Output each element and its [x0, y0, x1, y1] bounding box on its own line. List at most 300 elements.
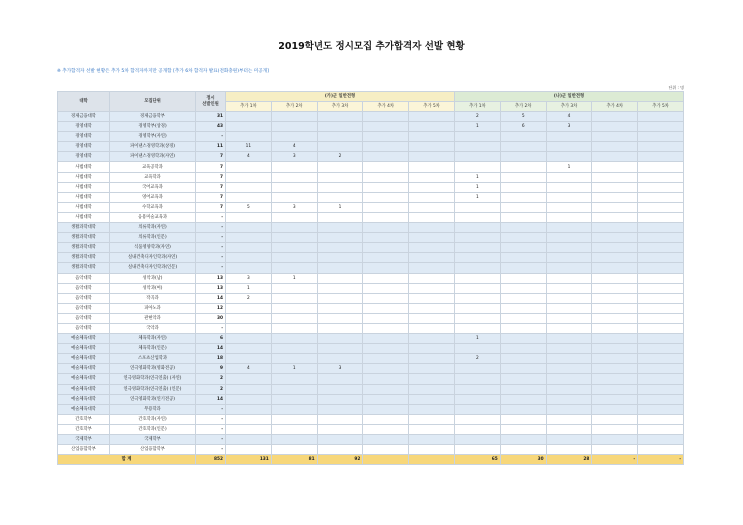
cell-na-round-3: [546, 223, 592, 233]
cell-na-round-4: [592, 344, 638, 354]
cell-ga-round-4: [363, 364, 409, 374]
cell-ga-round-2: [271, 182, 317, 192]
cell-ga-round-1: [226, 253, 272, 263]
cell-ga-round-3: [317, 445, 363, 455]
cell-na-round-1: [454, 162, 500, 172]
cell-ga-round-1: [226, 404, 272, 414]
cell-na-round-1: 1: [454, 192, 500, 202]
sum-ga-round-5: [409, 455, 455, 465]
cell-ga-round-1: [226, 344, 272, 354]
cell-na-round-3: [546, 354, 592, 364]
cell-na-round-5: [638, 223, 684, 233]
table-row: [58, 435, 684, 445]
cell-dept: 교육공학과: [110, 162, 196, 172]
cell-univ: 산업융합학부: [58, 445, 110, 455]
cell-na-round-2: [500, 253, 546, 263]
cell-na-round-5: [638, 374, 684, 384]
table-row: [58, 354, 684, 364]
cell-ga-round-1: 11: [226, 142, 272, 152]
cell-ga-round-4: [363, 384, 409, 394]
cell-ga-round-5: [409, 374, 455, 384]
cell-na-round-3: [546, 212, 592, 222]
cell-na-round-5: [638, 243, 684, 253]
cell-ga-round-5: [409, 303, 455, 313]
cell-na-round-1: [454, 223, 500, 233]
cell-ga-round-3: [317, 293, 363, 303]
cell-univ: 예술체육대학: [58, 354, 110, 364]
cell-univ: 간호학부: [58, 424, 110, 434]
cell-ga-round-5: [409, 334, 455, 344]
cell-ga-round-1: 3: [226, 273, 272, 283]
cell-na-round-3: [546, 293, 592, 303]
table-row: [58, 243, 684, 253]
cell-na-round-4: [592, 414, 638, 424]
header-na-round-1: 추가 1차: [454, 102, 500, 112]
cell-dept: 실내건축디자인학과(인문): [110, 263, 196, 273]
cell-ga-round-5: [409, 142, 455, 152]
cell-dept: 의류학과(자연): [110, 223, 196, 233]
cell-na-round-5: [638, 212, 684, 222]
cell-ga-round-2: [271, 354, 317, 364]
cell-total: -: [196, 233, 226, 243]
cell-ga-round-1: [226, 313, 272, 323]
cell-ga-round-3: [317, 424, 363, 434]
cell-na-round-4: [592, 435, 638, 445]
cell-univ: 간호학부: [58, 414, 110, 424]
cell-na-round-2: [500, 212, 546, 222]
cell-ga-round-2: [271, 283, 317, 293]
cell-na-round-3: [546, 445, 592, 455]
cell-univ: 생활과학대학: [58, 263, 110, 273]
cell-na-round-3: [546, 323, 592, 333]
cell-na-round-5: [638, 132, 684, 142]
cell-na-round-2: [500, 192, 546, 202]
cell-ga-round-1: 2: [226, 293, 272, 303]
cell-na-round-3: [546, 253, 592, 263]
cell-ga-round-1: [226, 233, 272, 243]
cell-ga-round-3: [317, 354, 363, 364]
cell-na-round-1: [454, 394, 500, 404]
cell-ga-round-1: [226, 243, 272, 253]
cell-na-round-4: [592, 202, 638, 212]
cell-na-round-3: 4: [546, 112, 592, 122]
cell-ga-round-4: [363, 192, 409, 202]
cell-total: 12: [196, 303, 226, 313]
cell-ga-round-3: 1: [317, 202, 363, 212]
cell-na-round-4: [592, 112, 638, 122]
cell-na-round-1: [454, 233, 500, 243]
cell-na-round-1: [454, 364, 500, 374]
table-row: [58, 172, 684, 182]
cell-dept: 수학교육과: [110, 202, 196, 212]
table-row: [58, 132, 684, 142]
sum-na-round-4: -: [592, 455, 638, 465]
header-ga-round-5: 추가 5차: [409, 102, 455, 112]
cell-ga-round-4: [363, 112, 409, 122]
table-row: [58, 263, 684, 273]
cell-ga-round-2: [271, 445, 317, 455]
cell-na-round-2: [500, 354, 546, 364]
table-row: [58, 192, 684, 202]
cell-na-round-1: [454, 404, 500, 414]
cell-ga-round-1: [226, 354, 272, 364]
cell-dept: 간호학과(자연): [110, 414, 196, 424]
cell-univ: 음악대학: [58, 323, 110, 333]
disclosure-note: ※ 추가합격자 선발 현황은 추가 5차 합격자까지만 공개함 [추가 6차 합격자 발표(전화충원)부터는 미공개]: [57, 69, 269, 74]
cell-na-round-1: 1: [454, 334, 500, 344]
cell-na-round-4: [592, 132, 638, 142]
table-row: [58, 323, 684, 333]
cell-total: 2: [196, 384, 226, 394]
cell-ga-round-5: [409, 293, 455, 303]
cell-na-round-1: 1: [454, 182, 500, 192]
cell-ga-round-2: 1: [271, 364, 317, 374]
cell-na-round-5: [638, 303, 684, 313]
table-row: [58, 394, 684, 404]
cell-na-round-1: [454, 445, 500, 455]
cell-ga-round-4: [363, 404, 409, 414]
cell-na-round-5: [638, 233, 684, 243]
sum-ga-round-3: 92: [317, 455, 363, 465]
cell-ga-round-5: [409, 152, 455, 162]
cell-ga-round-3: [317, 132, 363, 142]
cell-ga-round-5: [409, 273, 455, 283]
cell-na-round-2: [500, 303, 546, 313]
sum-na-round-5: -: [638, 455, 684, 465]
cell-na-round-4: [592, 212, 638, 222]
cell-ga-round-3: [317, 273, 363, 283]
cell-na-round-5: [638, 354, 684, 364]
cell-ga-round-5: [409, 162, 455, 172]
cell-na-round-2: [500, 182, 546, 192]
cell-univ: 예술체육대학: [58, 374, 110, 384]
table-row: [58, 202, 684, 212]
cell-na-round-3: [546, 202, 592, 212]
cell-ga-round-2: [271, 374, 317, 384]
cell-dept: 식품영양학과(자연): [110, 243, 196, 253]
cell-na-round-2: [500, 243, 546, 253]
cell-ga-round-2: [271, 323, 317, 333]
cell-ga-round-4: [363, 374, 409, 384]
sum-na-round-1: 65: [454, 455, 500, 465]
cell-na-round-5: [638, 323, 684, 333]
cell-ga-round-4: [363, 334, 409, 344]
cell-na-round-1: [454, 263, 500, 273]
cell-univ: 사범대학: [58, 202, 110, 212]
cell-dept: 산업융합학부: [110, 445, 196, 455]
cell-na-round-5: [638, 414, 684, 424]
cell-ga-round-5: [409, 132, 455, 142]
cell-dept: 스포츠산업학과: [110, 354, 196, 364]
cell-na-round-4: [592, 243, 638, 253]
cell-univ: 예술체육대학: [58, 334, 110, 344]
cell-ga-round-3: [317, 233, 363, 243]
cell-na-round-5: [638, 344, 684, 354]
cell-univ: 사범대학: [58, 162, 110, 172]
cell-ga-round-1: [226, 303, 272, 313]
cell-na-round-1: 1: [454, 172, 500, 182]
cell-ga-round-2: [271, 253, 317, 263]
cell-na-round-4: [592, 394, 638, 404]
header-na-round-5: 추가 5차: [638, 102, 684, 112]
header-na-round-3: 추가 3차: [546, 102, 592, 112]
cell-na-round-2: [500, 394, 546, 404]
cell-dept: 경영학부(자연): [110, 132, 196, 142]
cell-univ: 음악대학: [58, 273, 110, 283]
cell-na-round-2: [500, 142, 546, 152]
cell-ga-round-2: [271, 414, 317, 424]
sum-ga-round-4: [363, 455, 409, 465]
cell-na-round-1: [454, 435, 500, 445]
cell-ga-round-1: [226, 263, 272, 273]
cell-na-round-1: [454, 293, 500, 303]
cell-ga-round-5: [409, 223, 455, 233]
cell-na-round-2: [500, 334, 546, 344]
cell-ga-round-3: [317, 374, 363, 384]
header-ga-round-4: 추가 4차: [363, 102, 409, 112]
cell-ga-round-1: [226, 384, 272, 394]
cell-na-round-1: [454, 414, 500, 424]
cell-na-round-5: [638, 283, 684, 293]
cell-na-round-4: [592, 273, 638, 283]
cell-ga-round-3: [317, 243, 363, 253]
cell-ga-round-3: [317, 384, 363, 394]
cell-na-round-5: [638, 122, 684, 132]
cell-na-round-3: [546, 142, 592, 152]
cell-dept: 경영학부(상경): [110, 122, 196, 132]
header-dept: 모집단위: [110, 92, 196, 112]
cell-ga-round-1: [226, 223, 272, 233]
header-univ: 대학: [58, 92, 110, 112]
cell-ga-round-1: [226, 334, 272, 344]
cell-ga-round-5: [409, 404, 455, 414]
cell-univ: 경제금융대학: [58, 112, 110, 122]
cell-ga-round-5: [409, 182, 455, 192]
sum-total: 852: [196, 455, 226, 465]
cell-na-round-4: [592, 253, 638, 263]
cell-ga-round-2: [271, 344, 317, 354]
cell-total: 14: [196, 344, 226, 354]
cell-na-round-2: [500, 313, 546, 323]
cell-na-round-1: [454, 323, 500, 333]
cell-na-round-4: [592, 313, 638, 323]
sum-na-round-3: 28: [546, 455, 592, 465]
cell-dept: 연극영화학과(연기전공): [110, 394, 196, 404]
cell-ga-round-4: [363, 344, 409, 354]
cell-ga-round-4: [363, 243, 409, 253]
cell-ga-round-5: [409, 172, 455, 182]
cell-ga-round-1: [226, 323, 272, 333]
cell-na-round-5: [638, 445, 684, 455]
cell-na-round-4: [592, 303, 638, 313]
cell-ga-round-3: [317, 404, 363, 414]
cell-ga-round-5: [409, 394, 455, 404]
cell-total: 43: [196, 122, 226, 132]
cell-univ: 사범대학: [58, 212, 110, 222]
cell-na-round-1: [454, 202, 500, 212]
cell-na-round-2: [500, 202, 546, 212]
cell-ga-round-5: [409, 243, 455, 253]
cell-univ: 예술체육대학: [58, 344, 110, 354]
table-row: [58, 212, 684, 222]
cell-univ: 예술체육대학: [58, 404, 110, 414]
cell-ga-round-4: [363, 202, 409, 212]
cell-na-round-5: [638, 435, 684, 445]
unit-label: 단위 : 명: [668, 85, 684, 90]
cell-univ: 예술체육대학: [58, 394, 110, 404]
header-total-line2: 선발인원: [202, 101, 219, 107]
cell-na-round-2: [500, 323, 546, 333]
cell-ga-round-2: [271, 162, 317, 172]
cell-ga-round-2: [271, 394, 317, 404]
cell-ga-round-2: [271, 172, 317, 182]
cell-univ: 국제학부: [58, 435, 110, 445]
cell-univ: 생활과학대학: [58, 243, 110, 253]
cell-na-round-5: [638, 112, 684, 122]
cell-ga-round-3: [317, 182, 363, 192]
cell-total: 9: [196, 364, 226, 374]
cell-total: 6: [196, 334, 226, 344]
cell-univ: 음악대학: [58, 283, 110, 293]
cell-na-round-3: [546, 283, 592, 293]
cell-na-round-4: [592, 152, 638, 162]
cell-ga-round-5: [409, 212, 455, 222]
header-total: [196, 92, 226, 112]
cell-na-round-3: [546, 334, 592, 344]
cell-na-round-2: [500, 283, 546, 293]
cell-total: 13: [196, 273, 226, 283]
cell-na-round-5: [638, 424, 684, 434]
cell-ga-round-1: [226, 112, 272, 122]
cell-ga-round-5: [409, 313, 455, 323]
cell-ga-round-3: [317, 323, 363, 333]
cell-ga-round-4: [363, 283, 409, 293]
cell-dept: 성악과(남): [110, 273, 196, 283]
cell-na-round-4: [592, 233, 638, 243]
cell-ga-round-1: [226, 192, 272, 202]
cell-total: 11: [196, 142, 226, 152]
cell-ga-round-5: [409, 192, 455, 202]
cell-na-round-2: [500, 445, 546, 455]
table-row: [58, 445, 684, 455]
sum-ga-round-1: 131: [226, 455, 272, 465]
cell-na-round-3: [546, 414, 592, 424]
cell-univ: 사범대학: [58, 192, 110, 202]
table-row: [58, 112, 684, 122]
cell-ga-round-5: [409, 122, 455, 132]
cell-ga-round-5: [409, 112, 455, 122]
cell-ga-round-4: [363, 132, 409, 142]
cell-na-round-3: [546, 192, 592, 202]
cell-na-round-4: [592, 172, 638, 182]
cell-total: 31: [196, 112, 226, 122]
cell-na-round-5: [638, 142, 684, 152]
cell-ga-round-1: [226, 374, 272, 384]
cell-na-round-3: [546, 233, 592, 243]
cell-na-round-1: [454, 283, 500, 293]
table-row: [58, 182, 684, 192]
cell-na-round-5: [638, 263, 684, 273]
cell-ga-round-4: [363, 172, 409, 182]
cell-na-round-3: 1: [546, 162, 592, 172]
admission-table: [57, 91, 684, 465]
cell-na-round-5: [638, 152, 684, 162]
cell-total: 18: [196, 354, 226, 364]
cell-ga-round-3: [317, 172, 363, 182]
cell-dept: 관현악과: [110, 313, 196, 323]
cell-total: -: [196, 132, 226, 142]
cell-na-round-3: [546, 263, 592, 273]
cell-na-round-2: [500, 384, 546, 394]
table-row: [58, 424, 684, 434]
cell-na-round-4: [592, 122, 638, 132]
cell-ga-round-3: [317, 212, 363, 222]
cell-ga-round-2: [271, 424, 317, 434]
cell-ga-round-4: [363, 414, 409, 424]
cell-dept: 의류학과(인문): [110, 233, 196, 243]
cell-na-round-1: [454, 313, 500, 323]
cell-na-round-4: [592, 424, 638, 434]
cell-na-round-1: [454, 142, 500, 152]
cell-dept: 간호학과(인문): [110, 424, 196, 434]
cell-na-round-2: [500, 263, 546, 273]
cell-na-round-3: [546, 313, 592, 323]
cell-ga-round-3: 2: [317, 152, 363, 162]
cell-ga-round-5: [409, 364, 455, 374]
cell-ga-round-4: [363, 263, 409, 273]
header-group-ga: (가)군 일반전형: [226, 92, 455, 102]
table-row: [58, 344, 684, 354]
cell-na-round-1: [454, 273, 500, 283]
cell-ga-round-5: [409, 414, 455, 424]
cell-na-round-5: [638, 192, 684, 202]
cell-univ: 음악대학: [58, 313, 110, 323]
cell-ga-round-4: [363, 253, 409, 263]
cell-ga-round-3: [317, 263, 363, 273]
cell-total: -: [196, 323, 226, 333]
cell-na-round-2: [500, 132, 546, 142]
cell-total: -: [196, 414, 226, 424]
cell-na-round-2: 6: [500, 122, 546, 132]
cell-ga-round-5: [409, 344, 455, 354]
cell-total: -: [196, 223, 226, 233]
cell-ga-round-3: [317, 162, 363, 172]
cell-univ: 생활과학대학: [58, 253, 110, 263]
table-row: [58, 313, 684, 323]
cell-na-round-4: [592, 334, 638, 344]
cell-na-round-4: [592, 354, 638, 364]
cell-univ: 경영대학: [58, 122, 110, 132]
cell-dept: 무용학과: [110, 404, 196, 414]
cell-dept: 경제금융학부: [110, 112, 196, 122]
table-row: [58, 152, 684, 162]
cell-ga-round-1: [226, 122, 272, 132]
cell-na-round-1: [454, 253, 500, 263]
cell-total: 7: [196, 202, 226, 212]
cell-na-round-2: [500, 435, 546, 445]
header-na-round-4: 추가 4차: [592, 102, 638, 112]
cell-ga-round-4: [363, 424, 409, 434]
cell-ga-round-2: [271, 112, 317, 122]
cell-ga-round-5: [409, 435, 455, 445]
cell-ga-round-4: [363, 435, 409, 445]
table-row: [58, 303, 684, 313]
cell-na-round-4: [592, 162, 638, 172]
cell-na-round-3: [546, 152, 592, 162]
cell-ga-round-3: [317, 303, 363, 313]
cell-total: -: [196, 253, 226, 263]
cell-ga-round-1: 4: [226, 152, 272, 162]
